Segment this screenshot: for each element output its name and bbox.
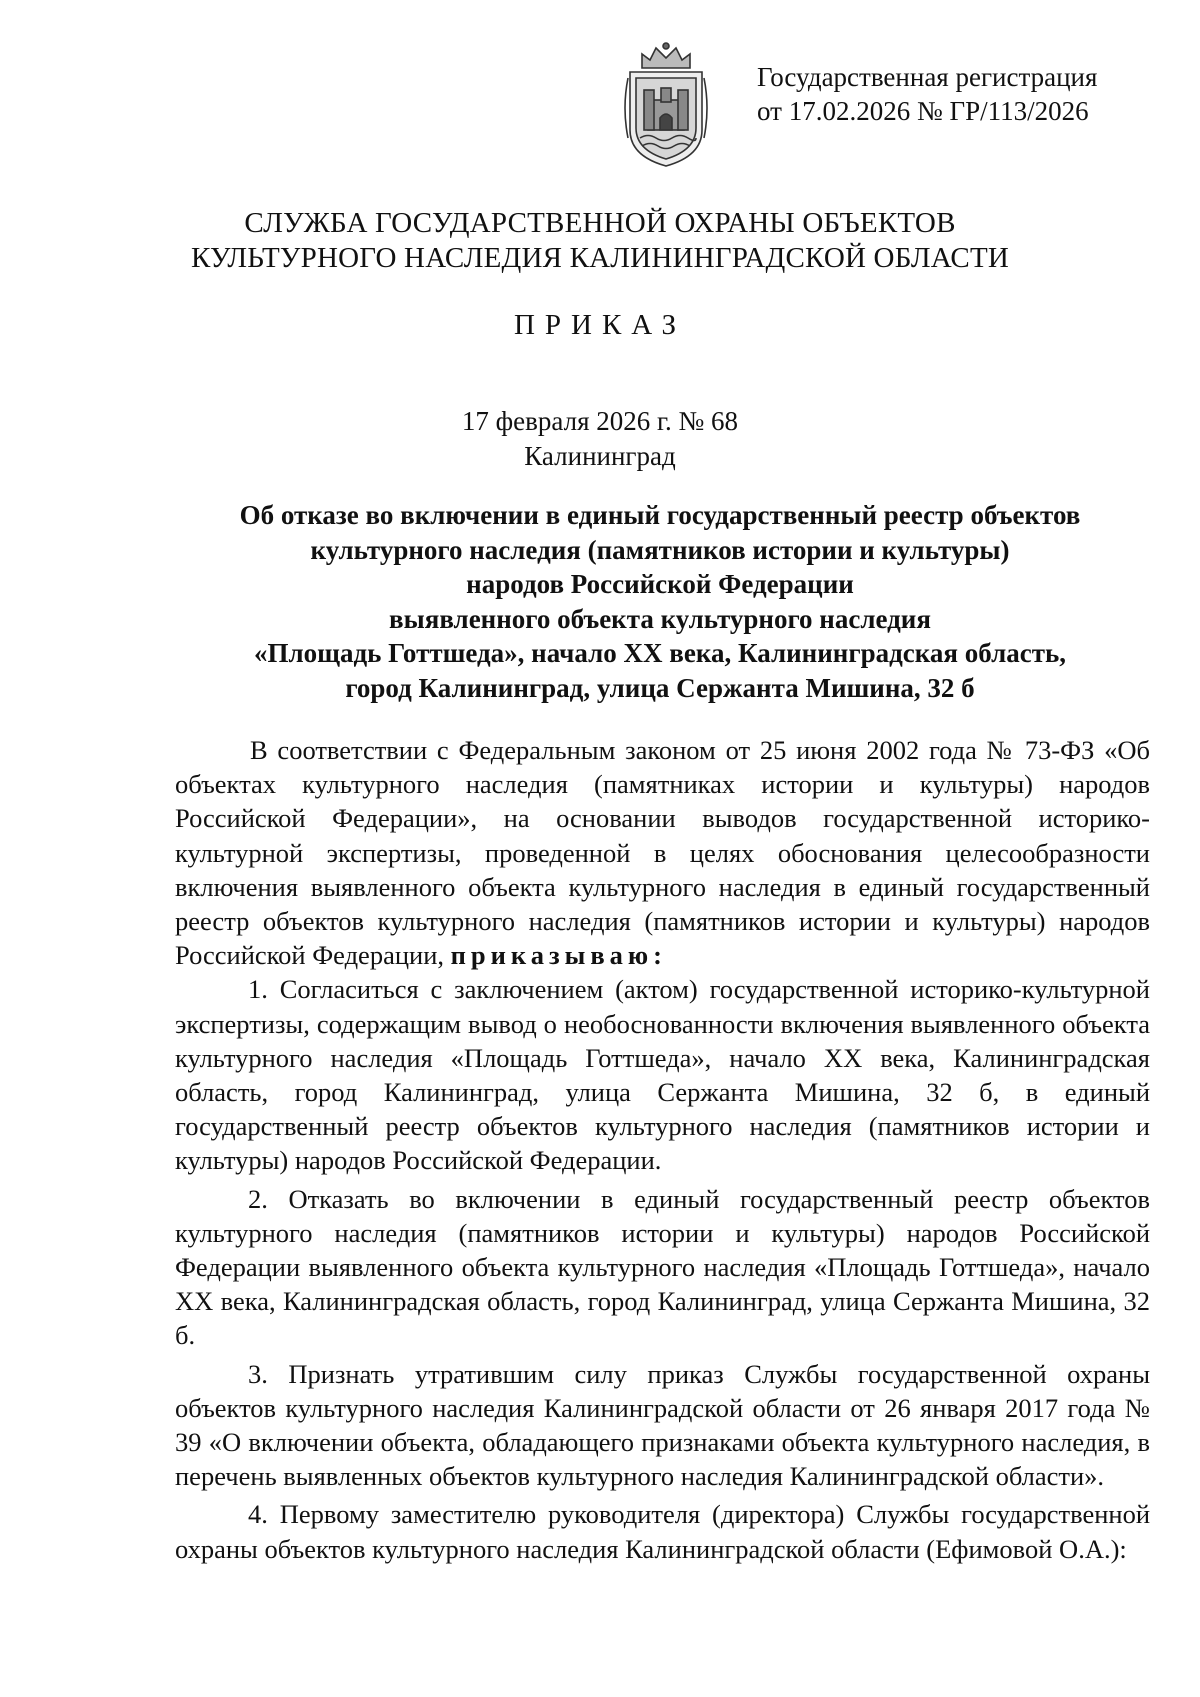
preamble-text: В соответствии с Федеральным законом от 25 июня 2002 года № 73-ФЗ «Об объектах культурного наследия (памятниках истории и культуры) народов Российской Федерации», на основании выводов государственной историко-культурной экспертизы, проведенной в целях обоснования целесообразности включения выявленного объекта культурного наследия в единый государственный реестр объектов культурного наследия (памятников истории и культуры) народов Российской Федерации, [175, 735, 1150, 971]
document-date-number: 17 февраля 2026 г. № 68 [461, 406, 739, 436]
agency-name-line-1: СЛУЖБА ГОСУДАРСТВЕННОЙ ОХРАНЫ ОБЪЕКТОВ [244, 207, 956, 239]
registration-title: Государственная регистрация [757, 62, 1098, 92]
coat-of-arms-icon [620, 38, 712, 170]
subject-line: культурного наследия (памятников истории и культуры) [310, 534, 1010, 565]
order-item-4: 4. Первому заместителю руководителя (директора) Службы государственной охраны объектов культурного наследия Калининградской области (Ефимовой О.А.): [175, 1499, 1150, 1564]
order-word: приказываю: [450, 940, 667, 971]
order-item-1: 1. Согласиться с заключением (актом) государственной историко-культурной экспертизы, содержащим вывод о необоснованности включения выявленного объекта культурного наследия «Площадь Готтшеда», начало XX века, Калининградская область, город Калининград, улица Сержанта Мишина, 32 б, в единый государственный реестр объектов культурного наследия (памятников истории и культуры) народов Российской Федерации. [175, 974, 1150, 1176]
agency-name [0, 206, 1200, 276]
document-subject [100, 498, 1200, 705]
registration-stamp [757, 60, 1097, 128]
document-body [175, 733, 1150, 1566]
order-item-2: 2. Отказать во включении в единый государственный реестр объектов культурного наследия (памятников истории и культуры) народов Российской Федерации выявленного объекта культурного наследия «Площадь Готтшеда», начало XX века, Калининградская область, город Калининград, улица Сержанта Мишина, 32 б. [175, 1183, 1150, 1351]
subject-line: народов Российской Федерации [466, 569, 854, 599]
agency-name-line-2: КУЛЬТУРНОГО НАСЛЕДИЯ КАЛИНИНГРАДСКОЙ ОБЛАСТИ [191, 242, 1009, 274]
subject-line: Об отказе во включении в единый государственный реестр объектов [239, 500, 1081, 530]
subject-line: выявленного объекта культурного наследия [389, 603, 931, 634]
order-item-3: 3. Признать утратившим силу приказ Службы государственной охраны объектов культурного наследия Калининградской области от 26 января 2017 года № 39 «О включении объекта, обладающего признаками объекта культурного наследия, в перечень выявленных объектов культурного наследия Калининградской области». [175, 1358, 1150, 1492]
document-city: Калининград [524, 441, 676, 471]
preamble-paragraph [175, 733, 1150, 972]
subject-line: город Калининград, улица Сержанта Мишина, 32 б [345, 672, 975, 703]
document-type-heading: ПРИКАЗ [513, 309, 687, 341]
registration-number: от 17.02.2026 № ГР/113/2026 [757, 96, 1089, 126]
subject-line: «Площадь Готтшеда», начало XX века, Калининградская область, [254, 638, 1066, 668]
